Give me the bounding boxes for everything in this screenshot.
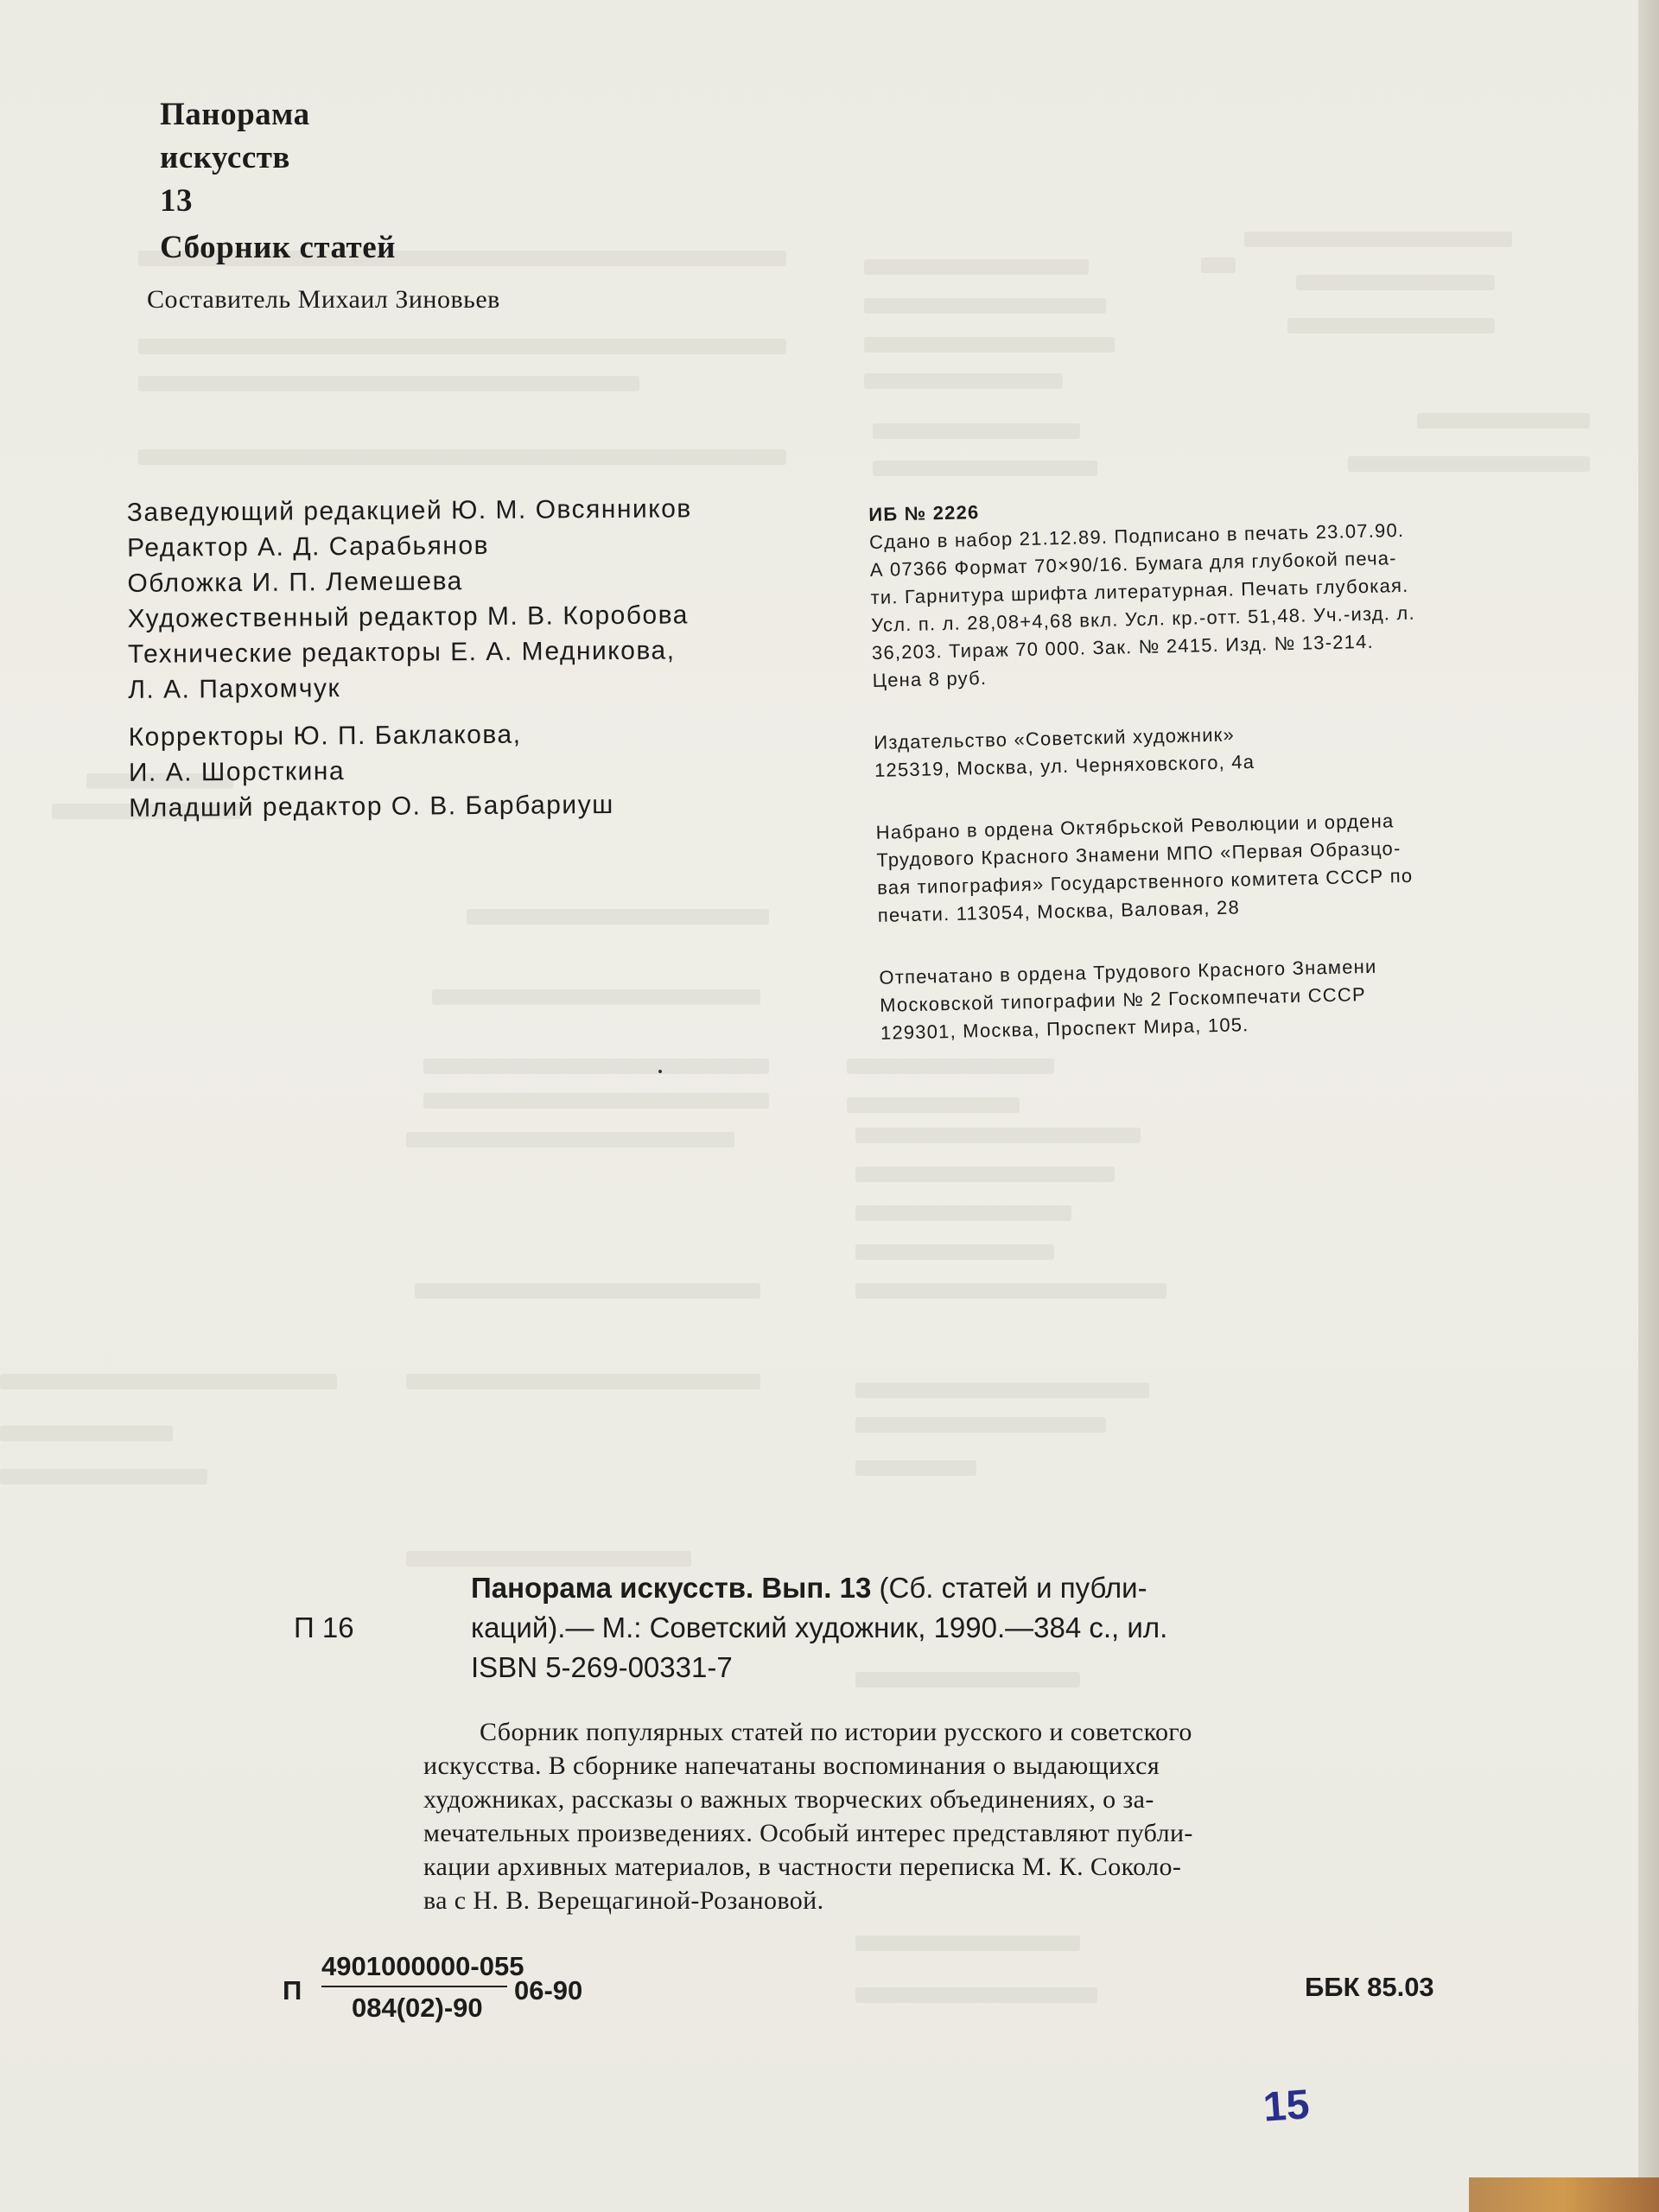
bbk-code: ББК 85.03: [1305, 1972, 1434, 2002]
art-editor-line: Художественный редактор М. В. Коробова: [127, 601, 690, 633]
typeset-line: печати. 113054, Москва, Валовая, 28: [877, 896, 1241, 926]
book-title: Панорама: [160, 97, 310, 132]
publisher-address: 125319, Москва, ул. Черняховского, 4а: [874, 750, 1255, 781]
biblio-line-2: [294, 1608, 1469, 1648]
junior-editor-line: Младший редактор О. В. Барбариуш: [129, 790, 614, 823]
price-line: Цена 8 руб.: [872, 666, 988, 691]
cover-line: Обложка И. П. Лемешева: [127, 567, 463, 598]
head-editor-line: Заведующий редакцией Ю. М. Овсянников: [126, 494, 692, 527]
imprint-block: [868, 485, 1598, 1047]
biblio-line-1: [471, 1568, 1469, 1608]
imprint-line: ти. Гарнитура шрифта литературная. Печать глубокая.: [870, 574, 1409, 608]
fraction-bar: [321, 1986, 507, 1987]
imprint-line: Усл. п. л. 28,08+4,68 вкл. Усл. кр.-отт. 51,48. Уч.-изд. л.: [870, 601, 1416, 636]
biblio-title-rest: (Сб. статей и публи-: [871, 1572, 1147, 1604]
tech-editors-line: Технические редакторы Е. А. Медникова,: [127, 636, 676, 669]
tech-editors-line-2: Л. А. Пархомчук: [128, 674, 341, 704]
imprint-line: А 07366 Формат 70×90/16. Бумага для глубокой печа-: [869, 547, 1397, 581]
catalog-code: П 16: [294, 1611, 354, 1643]
imprint-line: 36,203. Тираж 70 000. Зак. № 2415. Изд. № 13-214.: [871, 630, 1375, 664]
fraction-suffix: 06-90: [514, 1975, 583, 2005]
ink-dot: [658, 1070, 662, 1073]
handwritten-page-number: 15: [1262, 2082, 1312, 2131]
publisher-line: Издательство «Советский художник»: [874, 723, 1236, 753]
typeset-line: Трудового Красного Знамени МПО «Первая Образцо-: [876, 837, 1402, 871]
annotation: [423, 1715, 1460, 1917]
annotation-line: мечательных произведениях. Особый интерес представляют публи-: [423, 1819, 1193, 1847]
proofreaders-line-2: И. А. Шорсткина: [128, 757, 346, 787]
printed-line: Отпечатано в ордена Трудового Красного Знамени: [879, 955, 1377, 988]
book-subtitle: Сборник статей: [160, 230, 396, 265]
annotation-line: Сборник популярных статей по истории русского и советского: [480, 1718, 1192, 1746]
proofreaders-line: Корректоры Ю. П. Баклакова,: [128, 720, 522, 752]
biblio-publication: каций).— М.: Советский художник, 1990.—384 с., ил.: [471, 1611, 1168, 1643]
annotation-line: кации архивных материалов, в частности переписка М. К. Соколо-: [423, 1853, 1182, 1881]
biblio-title: Панорама искусств. Вып. 13: [471, 1572, 872, 1604]
fraction-numerator: 4901000000-055: [321, 1951, 524, 1981]
typeset-line: Набрано в ордена Октябрьской Революции и ордена: [875, 810, 1395, 843]
printed-line: Московской типографии № 2 Госкомпечати СССР: [879, 983, 1367, 1016]
imprint-line: Сдано в набор 21.12.89. Подписано в печать 23.07.90.: [868, 518, 1405, 553]
fraction-prefix: П: [283, 1975, 302, 2005]
book-title-block: [160, 93, 396, 270]
fraction-denominator: 084(02)-90: [352, 1993, 483, 2023]
page-edge: [1638, 0, 1659, 2212]
isbn: ISBN 5-269-00331-7: [471, 1651, 733, 1683]
annotation-line: художниках, рассказы о важных творческих объединениях, о за-: [423, 1785, 1154, 1814]
printed-line: 129301, Москва, Проспект Мира, 105.: [880, 1014, 1249, 1044]
issue-number: 13: [160, 183, 193, 219]
background-corner: [1469, 2177, 1659, 2212]
editorial-staff: [127, 490, 847, 826]
book-title-2: искусств: [160, 140, 290, 175]
editor-line: Редактор А. Д. Сарабьянов: [126, 531, 490, 563]
bibliographic-record: [294, 1568, 1469, 1688]
typeset-line: вая типография» Государственного комитета СССР по: [876, 864, 1414, 899]
annotation-line: искусства. В сборнике напечатаны воспоминания о выдающихся: [423, 1751, 1160, 1780]
compiler-credit: Составитель Михаил Зиновьев: [147, 285, 500, 314]
ib-number: ИБ № 2226: [868, 501, 980, 525]
annotation-line: ва с Н. В. Верещагиной-Розановой.: [423, 1886, 824, 1915]
